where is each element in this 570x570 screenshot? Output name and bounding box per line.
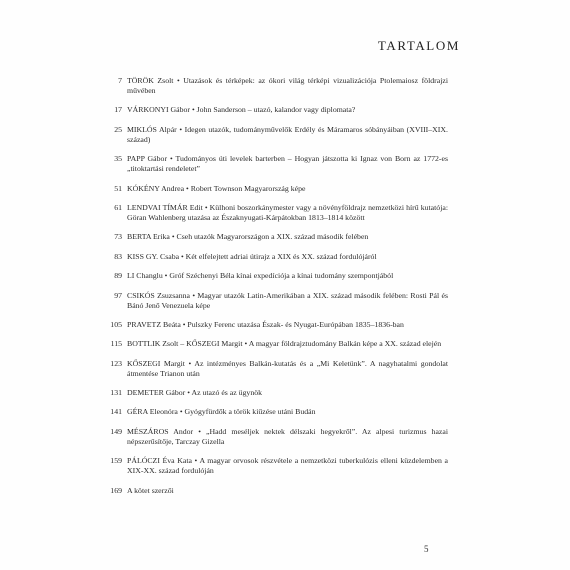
toc-entry-title: KÓKÉNY Andrea • Robert Townson Magyarország képe [127,183,306,193]
toc-entry [96,271,448,281]
toc-entry [96,359,448,379]
toc-entry-title: LENDVAI TÍMÁR Edit • Külhoni boszorkánymester vagy a növényföldrajz nemzetközi hírű kutatója: Göran Wahlenberg utazása az Északnyugati-Kárpátokban 1813–1814 között [127,202,448,222]
toc-entry-page-number: 83 [114,251,122,261]
toc-entry-page-number: 141 [110,407,122,417]
toc-entry [96,184,448,194]
toc-entry-title: PAPP Gábor • Tudományos úti levelek barterben – Hogyan játszotta ki Ignaz von Born az 1772-es „titoktartási rendeletet” [127,154,448,174]
toc-entry [96,203,448,223]
toc-entry [96,76,448,96]
toc-entry-page-number: 61 [114,202,122,212]
toc-entry-title: GÉRA Eleonóra • Gyógyfürdők a török kiűzése utáni Budán [127,407,316,417]
toc-entry-page-number: 17 [114,105,122,115]
toc-entry-page-number: 149 [110,426,122,436]
toc-entry-page-number: 51 [114,183,122,193]
toc-entry [96,320,448,330]
toc-entry [96,232,448,242]
toc-entry-title: MIKLÓS Alpár • Idegen utazók, tudományművelők Erdély és Máramaros sóbányáiban (XVIII–XIX. század) [127,124,448,144]
toc-entry-title: MÉSZÁROS Andor • „Hadd meséljek nektek délszaki hegyekről”. Az alpesi turizmus hazai népszerűsítője, Tarczay Gizella [127,426,448,446]
page-title: TARTALOM [377,38,460,53]
toc-entry-page-number: 123 [110,358,122,368]
toc-entry-title: KŐSZEGI Margit • Az intézményes Balkán-kutatás és a „Mi Keletünk”. A nagyhatalmi gondolat átmentése Trianon után [127,358,448,378]
toc-entry [96,291,448,311]
toc-entry-title: BOTTLIK Zsolt – KŐSZEGI Margit • A magyar földrajztudomány Balkán képe a XX. század elején [127,339,442,349]
toc-entry [96,125,448,145]
toc-entry-page-number: 35 [114,154,122,164]
toc-entry [96,105,448,115]
toc-entry-page-number: 159 [110,456,122,466]
toc-entry-title: BERTA Erika • Cseh utazók Magyarországon a XIX. század második felében [127,232,369,242]
table-of-contents [96,76,448,505]
toc-entry [96,154,448,174]
toc-entry-title: A kötet szerzői [127,485,174,495]
toc-entry-page-number: 115 [110,339,122,349]
toc-entry-page-number: 7 [118,76,122,85]
toc-entry-title: KISS GY. Csaba • Két elfelejtett adriai útirajz a XIX és XX. század fordulójáról [127,251,377,261]
toc-entry-page-number: 169 [110,485,122,495]
toc-entry-title: CSIKÓS Zsuzsanna • Magyar utazók Latin-Amerikában a XIX. század második felében: Rosti Pál és Bánó Jenő Venezuela képe [127,290,448,310]
toc-entry [96,456,448,476]
toc-entry-title: PRAVETZ Beáta • Pulszky Ferenc utazása Észak- és Nyugat-Európában 1835–1836-ban [127,319,404,329]
toc-entry-page-number: 97 [114,290,122,300]
toc-entry-page-number: 105 [110,319,122,329]
toc-entry-page-number: 25 [114,124,122,134]
toc-entry-page-number: 131 [110,388,122,398]
toc-entry [96,486,448,496]
toc-entry-title: TÖRÖK Zsolt • Utazások és térképek: az ókori világ térképi vizualizációja Ptolemaiosz földrajzi művében [127,76,448,95]
toc-entry [96,407,448,417]
toc-entry [96,427,448,447]
page-number: 5 [424,544,429,554]
toc-entry-title: LI Changlu • Gróf Széchenyi Béla kínai expedíciója a kínai tudomány szempontjából [127,271,394,281]
toc-entry-title: VÁRKONYI Gábor • John Sanderson – utazó, kalandor vagy diplomata? [127,105,356,115]
toc-entry-page-number: 73 [114,232,122,242]
toc-entry-title: DEMETER Gábor • Az utazó és az ügynök [127,388,263,398]
toc-entry [96,339,448,349]
toc-entry [96,388,448,398]
toc-entry [96,252,448,262]
toc-entry-title: PÁLÓCZI Éva Kata • A magyar orvosok részvétele a nemzetközi tuberkulózis elleni küzdelemben a XIX-XX. század fordulóján [127,456,448,476]
toc-entry-page-number: 89 [114,271,122,281]
